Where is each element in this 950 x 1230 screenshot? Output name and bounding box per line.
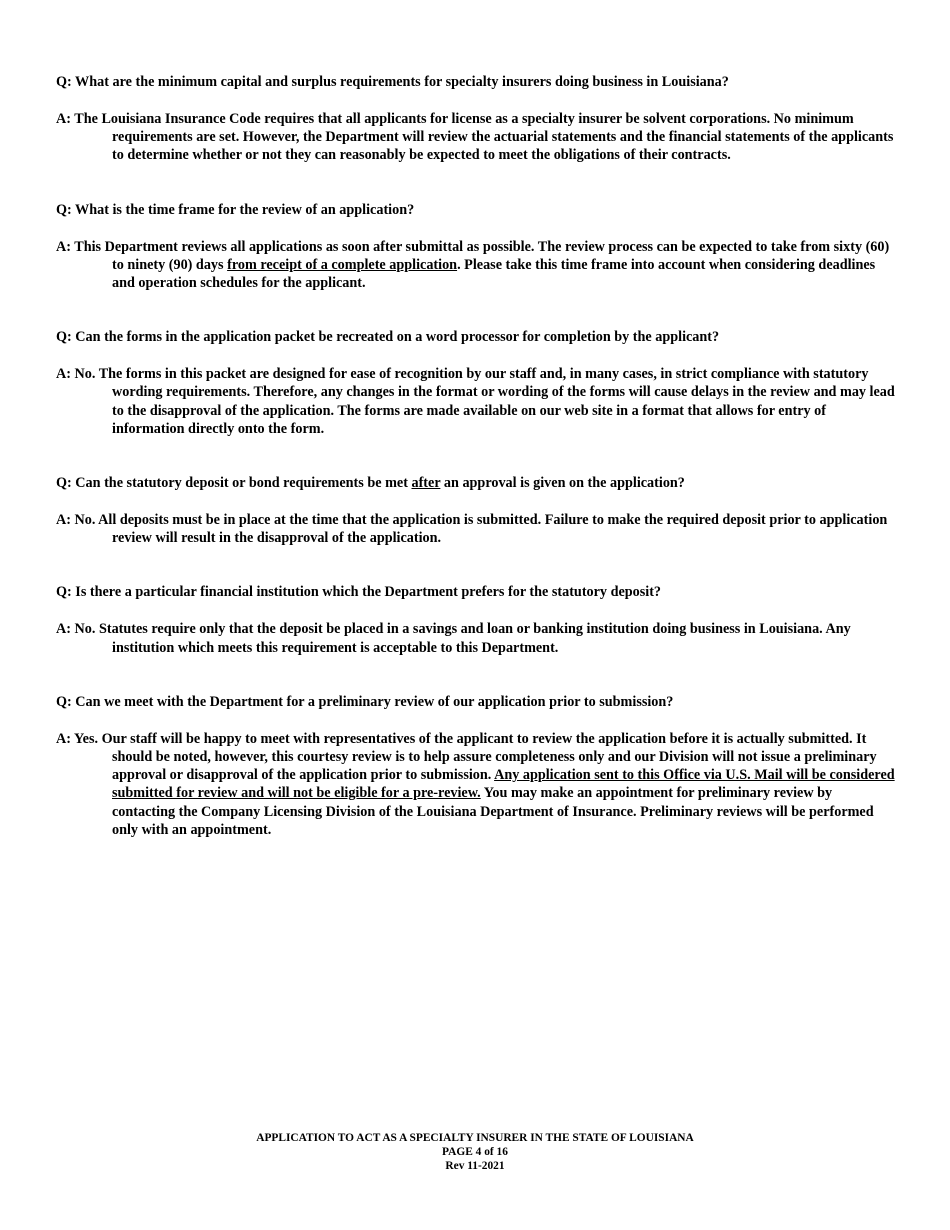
qa-deposit-timing [56, 474, 896, 547]
answer-text-part: A: Yes. Our staff will be happy to meet with representatives of the applicant to review the application before it is actually submitted. It should be noted, however, this courtesy review is to help assure completeness only and our Division will not issue a preliminary approval or disapproval of the application prior to submission. [56, 730, 877, 784]
page-footer [0, 1131, 950, 1173]
underlined-phrase: from receipt of a complete application [227, 256, 458, 273]
question-text [56, 474, 896, 492]
underlined-sentence: Any application sent to this Office via U.S. Mail will be considered submitted for review and will not be eligible for a pre-review. [112, 767, 895, 802]
answer-text [56, 238, 896, 293]
question-text: Q: Can we meet with the Department for a preliminary review of our application prior to submission? [56, 693, 674, 710]
answer-text-part: . Please take this time frame into account when considering deadlines and operation schedules for the applicant. [112, 256, 876, 292]
qa-capital-surplus [56, 73, 896, 165]
question-text: Q: What are the minimum capital and surplus requirements for specialty insurers doing business in Louisiana? [56, 74, 729, 90]
qa-forms-recreation [56, 328, 896, 438]
question-text: Q: What is the time frame for the review of an application? [56, 201, 415, 218]
question-text: Q: Can the forms in the application packet be recreated on a word processor for completion by the applicant? [56, 329, 720, 346]
qa-review-time-frame [56, 201, 896, 293]
underlined-word: after [411, 475, 441, 492]
answer-text: A: The Louisiana Insurance Code requires that all applicants for license as a specialty insurer be solvent corporations. No minimum requirements are set. However, the Department will review the actuarial statements and the financial statements of the applicants to determine whether or not they can reasonably be expected to meet the obligations of their contracts. [56, 111, 894, 164]
answer-text: A: No. The forms in this packet are designed for ease of recognition by our staff and, in many cases, in strict compliance with statutory wording requirements. Therefore, any changes in the format or wording of the forms will cause delays in the review and may lead to the disapproval of the application. The forms are made available on our web site in a format that allows for entry of information directly onto the form. [56, 366, 895, 437]
answer-text [56, 730, 896, 839]
question-text: Q: Is there a particular financial institution which the Department prefers for the statutory deposit? [56, 584, 662, 601]
question-text-part: Q: Can the statutory deposit or bond requirements be met [56, 475, 412, 492]
question-text-part: an approval is given on the application? [440, 475, 685, 492]
answer-text-part: A: This Department reviews all applications as soon after submittal as possible. The review process can be expected to take from sixty (60) to ninety (90) days [56, 238, 890, 273]
answer-text: A: No. Statutes require only that the deposit be placed in a savings and loan or banking institution doing business in Louisiana. Any institution which meets this requirement is acceptable to this Department. [56, 621, 851, 656]
answer-text-part: You may make an appointment for preliminary review by contacting the Company Licensing Division of the Louisiana Department of Insurance. Preliminary reviews will be performed only with an appointment. [112, 785, 874, 838]
answer-text: A: No. All deposits must be in place at the time that the application is submitted. Failure to make the required deposit prior to application review will result in the disapproval of the application. [56, 512, 888, 547]
page-number: PAGE 4 of 16 [442, 1146, 508, 1158]
faq-section [56, 73, 896, 875]
revision-label: Rev 11-2021 [445, 1160, 505, 1172]
qa-preliminary-review [56, 693, 896, 839]
footer-title: APPLICATION TO ACT AS A SPECIALTY INSURER IN THE STATE OF LOUISIANA [256, 1132, 694, 1144]
qa-financial-institution [56, 583, 896, 656]
